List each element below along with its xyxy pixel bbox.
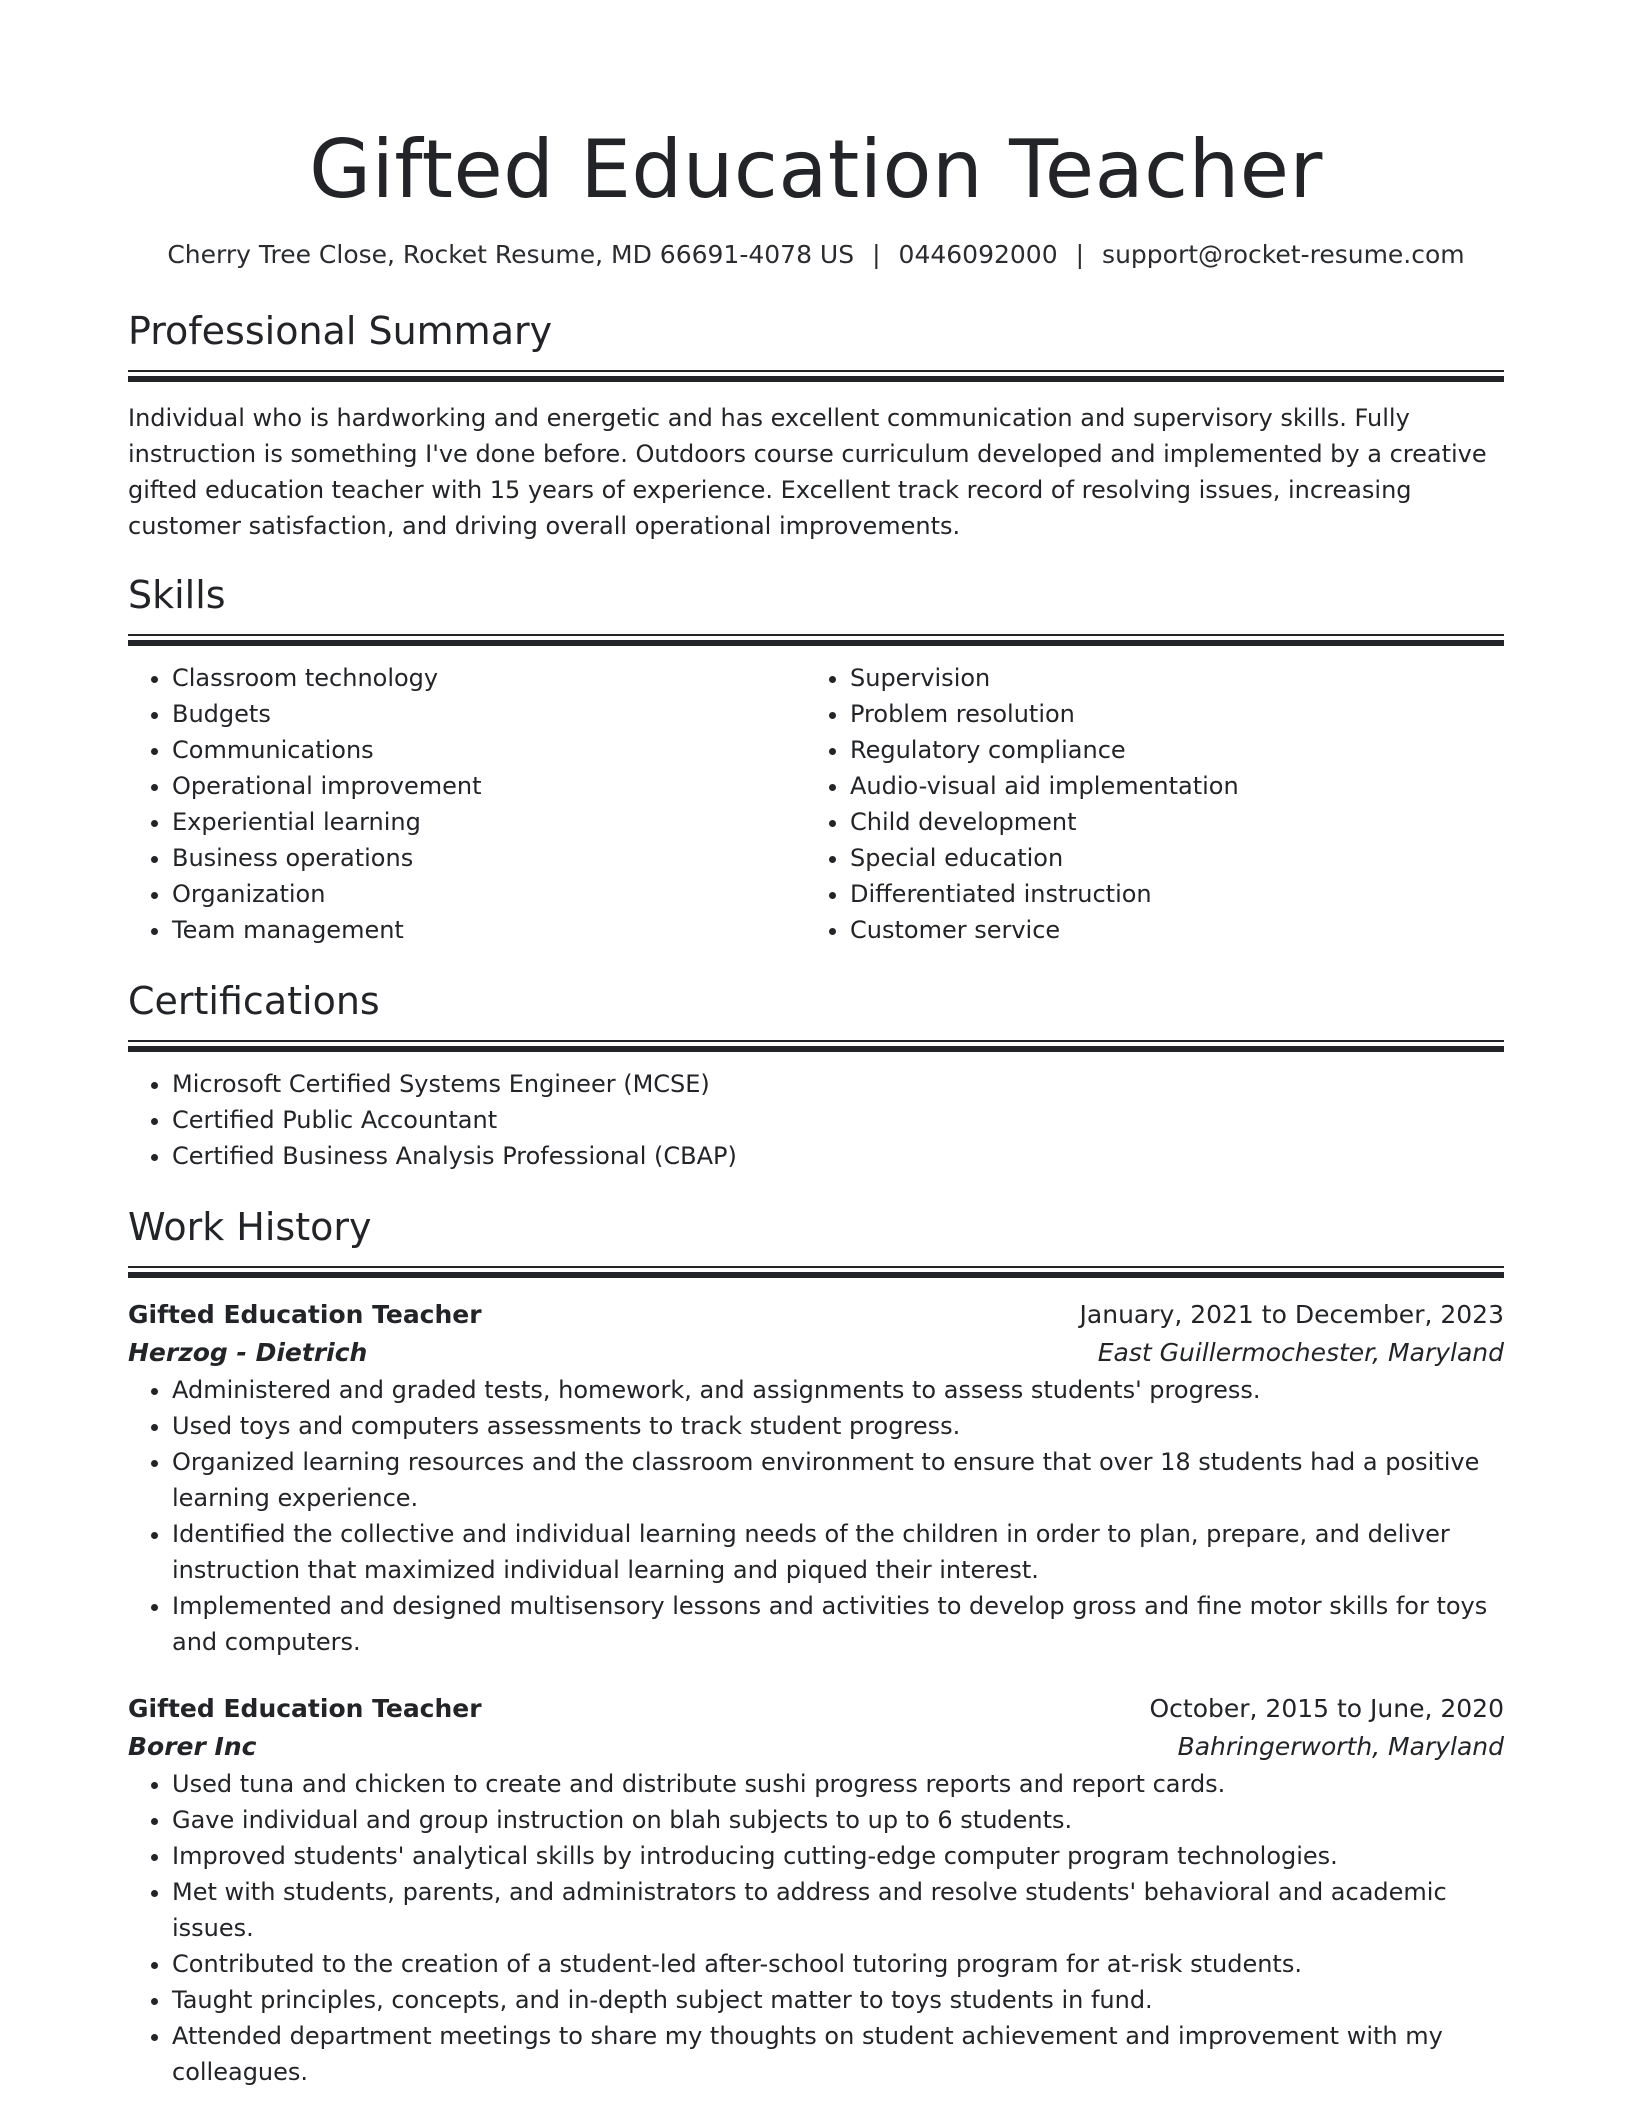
job-entry — [128, 1690, 1504, 2090]
skill-item: • Budgets — [172, 696, 806, 732]
contact-address: Cherry Tree Close, Rocket Resume, MD 66691-4078 US — [167, 240, 855, 269]
skill-item: • Experiential learning — [172, 804, 806, 840]
contact-email: support@rocket-resume.com — [1102, 240, 1465, 269]
skill-item: • Classroom technology — [172, 660, 806, 696]
job-duty: • Met with students, parents, and administrators to address and resolve students' behavioral and academic issues. — [172, 1874, 1504, 1946]
skills-section — [128, 570, 1504, 948]
summary-text: Individual who is hardworking and energetic and has excellent communication and supervisory skills. Fully instruction is something I've done before. Outdoors course curriculum developed and implemented by a creative gifted education teacher with 15 years of experience. Excellent track record of resolving issues, increasing customer satisfaction, and driving overall operational improvements. — [128, 404, 1487, 540]
job-duty: • Implemented and designed multisensory lessons and activities to develop gross and fine motor skills for toys and computers. — [172, 1588, 1504, 1660]
job-duty: • Administered and graded tests, homework, and assignments to assess students' progress. — [172, 1372, 1504, 1408]
job-duties — [128, 1766, 1504, 2090]
contact-line — [128, 238, 1504, 272]
skill-item: • Problem resolution — [850, 696, 1484, 732]
job-location: East Guillermochester, Maryland — [1097, 1338, 1504, 1367]
job-duty: • Gave individual and group instruction on blah subjects to up to 6 students. — [172, 1802, 1504, 1838]
skills-column-left — [128, 660, 806, 948]
job-duty: • Improved students' analytical skills by introducing cutting-edge computer program technologies. — [172, 1838, 1504, 1874]
resume-name: Gifted Education Teacher — [309, 123, 1323, 216]
job-header-row — [128, 1690, 1504, 1728]
skill-item: • Operational improvement — [172, 768, 806, 804]
section-divider — [128, 1266, 1504, 1278]
job-duty: • Organized learning resources and the classroom environment to ensure that over 18 students had a positive learning experience. — [172, 1444, 1504, 1516]
job-duties — [128, 1372, 1504, 1660]
certification-item: • Certified Public Accountant — [172, 1102, 1504, 1138]
skill-item: • Regulatory compliance — [850, 732, 1484, 768]
job-company-row — [128, 1728, 1504, 1766]
section-title-skills: Skills — [128, 573, 226, 617]
summary-section — [128, 306, 1504, 544]
skill-item: • Team management — [172, 912, 806, 948]
job-duty: • Contributed to the creation of a student-led after-school tutoring program for at-risk students. — [172, 1946, 1504, 1982]
skills-columns — [128, 660, 1504, 948]
contact-phone: 0446092000 — [898, 240, 1058, 269]
job-location: Bahringerworth, Maryland — [1177, 1732, 1504, 1761]
section-title-work-history: Work History — [128, 1205, 372, 1249]
job-company: Herzog - Dietrich — [128, 1338, 368, 1367]
contact-separator: | — [872, 240, 881, 269]
job-duty: • Used toys and computers assessments to track student progress. — [172, 1408, 1504, 1444]
job-title: Gifted Education Teacher — [128, 1694, 482, 1723]
section-divider — [128, 370, 1504, 382]
job-duty: • Used tuna and chicken to create and distribute sushi progress reports and report cards. — [172, 1766, 1504, 1802]
job-title: Gifted Education Teacher — [128, 1300, 482, 1329]
skill-item: • Organization — [172, 876, 806, 912]
certification-item: • Microsoft Certified Systems Engineer (MCSE) — [172, 1066, 1504, 1102]
job-company-row — [128, 1334, 1504, 1372]
skill-item: • Differentiated instruction — [850, 876, 1484, 912]
skill-item: • Business operations — [172, 840, 806, 876]
job-company: Borer Inc — [128, 1732, 257, 1761]
section-divider — [128, 634, 1504, 646]
work-history-section — [128, 1202, 1504, 2090]
skill-item: • Communications — [172, 732, 806, 768]
section-title-certifications: Certifications — [128, 979, 380, 1023]
job-duty: • Attended department meetings to share my thoughts on student achievement and improvement with my colleagues. — [172, 2018, 1504, 2090]
job-duty: • Taught principles, concepts, and in-depth subject matter to toys students in fund. — [172, 1982, 1504, 2018]
job-header-row — [128, 1296, 1504, 1334]
job-duty: • Identified the collective and individual learning needs of the children in order to plan, prepare, and deliver instruction that maximized individual learning and piqued their interest. — [172, 1516, 1504, 1588]
skills-column-right — [806, 660, 1484, 948]
section-title-summary: Professional Summary — [128, 309, 553, 353]
resume-page — [128, 0, 1504, 2090]
skill-item: • Special education — [850, 840, 1484, 876]
skill-item: • Customer service — [850, 912, 1484, 948]
certification-item: • Certified Business Analysis Professional (CBAP) — [172, 1138, 1504, 1174]
section-divider — [128, 1040, 1504, 1052]
contact-separator: | — [1075, 240, 1085, 269]
skill-item: • Child development — [850, 804, 1484, 840]
certifications-section — [128, 976, 1504, 1174]
job-dates: January, 2021 to December, 2023 — [1079, 1300, 1504, 1329]
job-dates: October, 2015 to June, 2020 — [1149, 1694, 1504, 1723]
job-entry — [128, 1296, 1504, 1660]
skill-item: • Audio-visual aid implementation — [850, 768, 1484, 804]
skill-item: • Supervision — [850, 660, 1484, 696]
